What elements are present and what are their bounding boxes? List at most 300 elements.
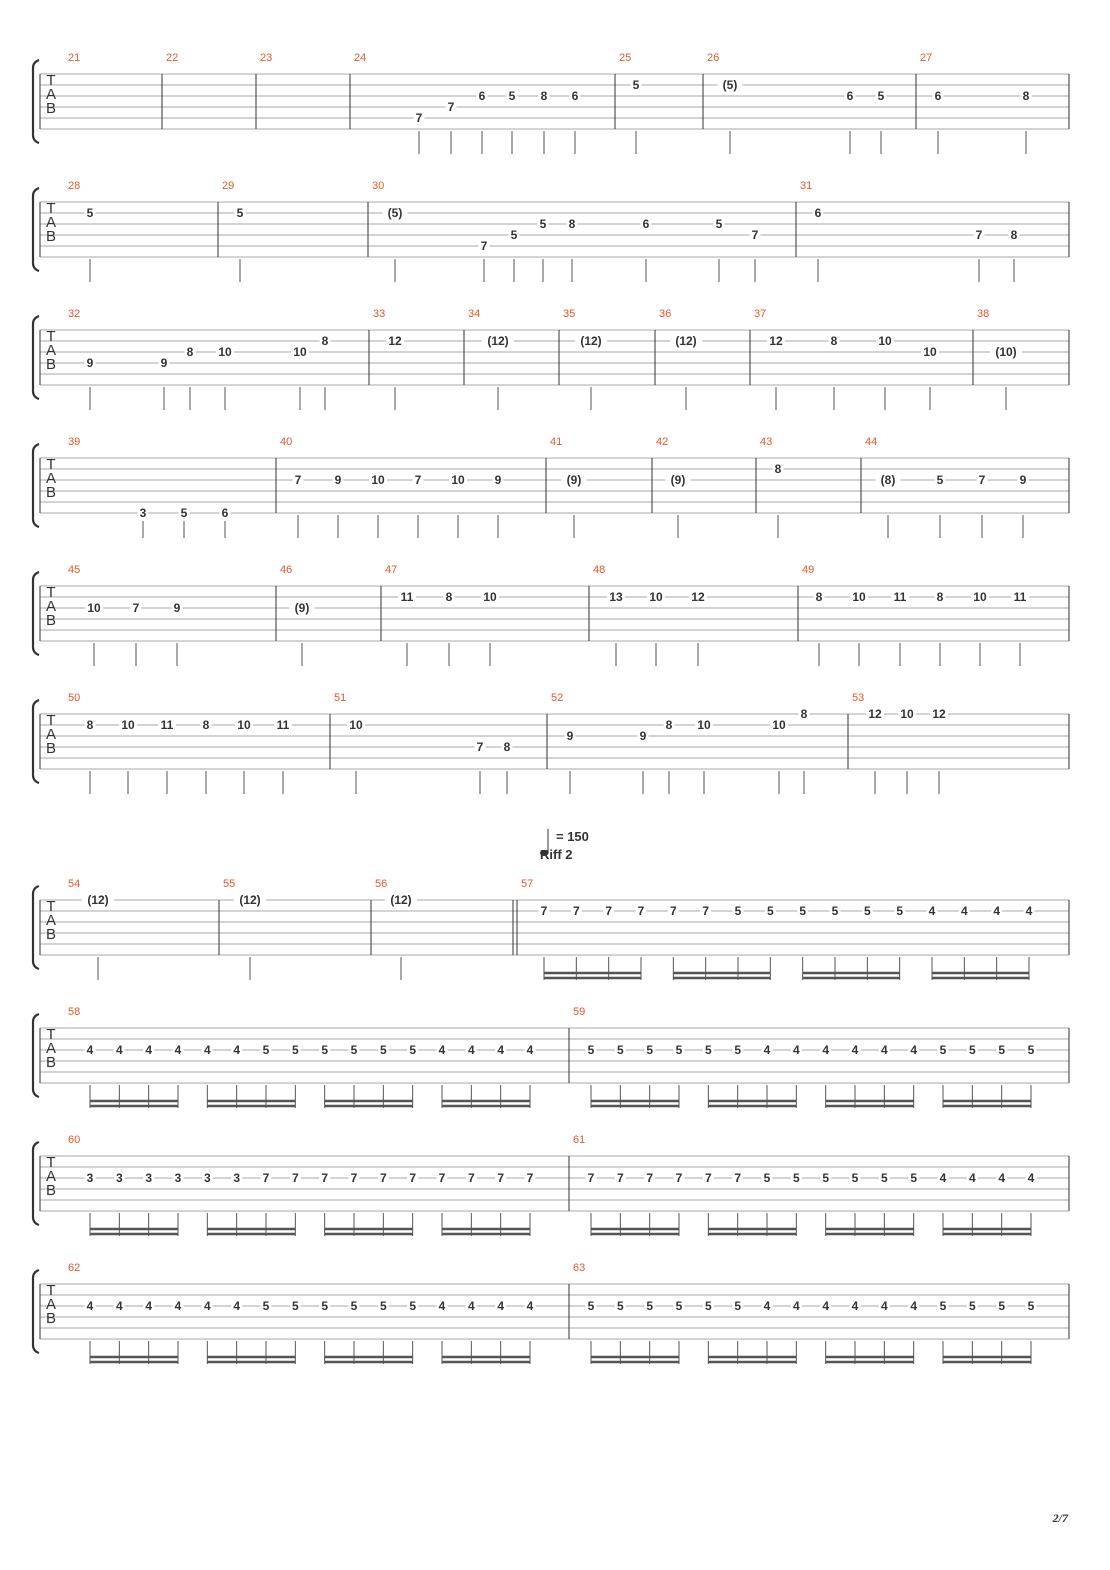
fret-note: 8	[86, 718, 94, 732]
fret-note: 4	[1027, 1171, 1035, 1185]
fret-note: 5	[1027, 1043, 1035, 1057]
fret-note: 7	[415, 111, 423, 125]
fret-note: 10	[451, 473, 465, 487]
measure-number: 38	[977, 308, 990, 320]
fret-note: 5	[616, 1299, 624, 1313]
fret-note: 5	[646, 1043, 654, 1057]
measure-number: 54	[68, 878, 81, 890]
fret-note: (12)	[487, 334, 509, 348]
fret-note: 5	[510, 228, 518, 242]
fret-note: (8)	[880, 473, 896, 487]
fret-note: 10	[878, 334, 892, 348]
fret-note: (10)	[995, 345, 1017, 359]
tab-clef-letter: T	[46, 584, 56, 601]
fret-note: 5	[321, 1299, 329, 1313]
fret-note: 5	[998, 1043, 1006, 1057]
fret-note: 6	[846, 89, 854, 103]
fret-note: 6	[478, 89, 486, 103]
measure-number: 41	[550, 436, 563, 448]
measure-number: 31	[800, 180, 813, 192]
fret-note: (9)	[670, 473, 686, 487]
fret-note: 12	[769, 334, 783, 348]
fret-note: 4	[939, 1171, 947, 1185]
measure-number: 23	[260, 52, 273, 64]
fret-note: 5	[262, 1043, 270, 1057]
fret-note: (12)	[580, 334, 602, 348]
fret-note: (5)	[722, 78, 738, 92]
fret-note: 9	[86, 356, 94, 370]
fret-note: 5	[409, 1299, 417, 1313]
tab-clef-letter: A	[45, 342, 57, 359]
fret-note: 3	[139, 506, 147, 520]
fret-note: 5	[704, 1043, 712, 1057]
fret-note: 4	[993, 904, 1001, 918]
fret-note: 9	[566, 729, 574, 743]
fret-note: 4	[880, 1043, 888, 1057]
fret-note: 10	[371, 473, 385, 487]
fret-note: 3	[115, 1171, 123, 1185]
fret-note: 5	[1027, 1299, 1035, 1313]
system-bracket	[33, 700, 39, 783]
fret-note: 5	[766, 904, 774, 918]
fret-note: 11	[400, 590, 414, 604]
fret-note: 3	[174, 1171, 182, 1185]
fret-note: 12	[868, 707, 882, 721]
fret-note: 10	[772, 718, 786, 732]
fret-note: 4	[1025, 904, 1033, 918]
fret-note: 4	[910, 1043, 918, 1057]
tab-clef-letter: A	[45, 1040, 57, 1057]
fret-note: 5	[180, 506, 188, 520]
measure-number: 45	[68, 564, 81, 576]
fret-note: 8	[936, 590, 944, 604]
fret-note: 4	[497, 1299, 505, 1313]
measure-number: 29	[222, 180, 235, 192]
measure-number: 37	[754, 308, 767, 320]
tab-clef-letter: T	[46, 1154, 56, 1171]
fret-note: 5	[704, 1299, 712, 1313]
fret-note: 8	[830, 334, 838, 348]
fret-note: 4	[822, 1043, 830, 1057]
tab-clef-letter: T	[46, 1026, 56, 1043]
fret-note: 5	[939, 1299, 947, 1313]
fret-note: 5	[379, 1299, 387, 1313]
fret-note: 5	[822, 1171, 830, 1185]
system-bracket	[33, 444, 39, 527]
fret-note: 7	[975, 228, 983, 242]
staff-system	[33, 1262, 1069, 1364]
fret-note: 7	[447, 100, 455, 114]
fret-note: 5	[880, 1171, 888, 1185]
tab-clef-letter: T	[46, 712, 56, 729]
fret-note: 10	[900, 707, 914, 721]
staff-system	[33, 308, 1069, 410]
fret-note: 10	[973, 590, 987, 604]
tab-clef-letter: T	[46, 72, 56, 89]
fret-note: 4	[792, 1043, 800, 1057]
tab-clef-letter: T	[46, 456, 56, 473]
system-bracket	[33, 1270, 39, 1353]
fret-note: 4	[998, 1171, 1006, 1185]
fret-note: 4	[822, 1299, 830, 1313]
measure-number: 61	[573, 1134, 586, 1146]
measure-number: 51	[334, 692, 347, 704]
staff-system	[33, 52, 1069, 154]
fret-note: 11	[160, 718, 174, 732]
fret-note: 7	[637, 904, 645, 918]
fret-note: 7	[978, 473, 986, 487]
fret-note: 12	[932, 707, 946, 721]
fret-note: 5	[863, 904, 871, 918]
fret-note: 5	[734, 1299, 742, 1313]
fret-note: 7	[379, 1171, 387, 1185]
fret-note: 7	[704, 1171, 712, 1185]
fret-note: 7	[294, 473, 302, 487]
fret-note: 5	[896, 904, 904, 918]
fret-note: 8	[321, 334, 329, 348]
system-bracket	[33, 572, 39, 655]
fret-note: 9	[494, 473, 502, 487]
fret-note: 8	[815, 590, 823, 604]
tab-clef-letter: A	[45, 912, 57, 929]
fret-note: 8	[1010, 228, 1018, 242]
measure-number: 53	[852, 692, 865, 704]
fret-note: 4	[928, 904, 936, 918]
fret-note: 7	[350, 1171, 358, 1185]
measure-number: 62	[68, 1262, 81, 1274]
staff-system	[33, 692, 1069, 794]
fret-note: (12)	[239, 893, 261, 907]
fret-note: 4	[145, 1043, 153, 1057]
fret-note: 10	[218, 345, 232, 359]
measure-number: 35	[563, 308, 576, 320]
tab-clef-letter: T	[46, 1282, 56, 1299]
fret-note: 4	[115, 1043, 123, 1057]
fret-note: 4	[203, 1043, 211, 1057]
fret-note: 9	[639, 729, 647, 743]
fret-note: 4	[233, 1299, 241, 1313]
tab-clef-letter: B	[45, 926, 57, 943]
fret-note: 8	[186, 345, 194, 359]
fret-note: 9	[173, 601, 181, 615]
fret-note: 12	[691, 590, 705, 604]
staff-system	[33, 564, 1069, 666]
fret-note: 7	[605, 904, 613, 918]
fret-note: 11	[276, 718, 290, 732]
measure-number: 34	[468, 308, 481, 320]
tab-clef-letter: B	[45, 228, 57, 245]
measure-number: 26	[707, 52, 720, 64]
tab-clef-letter: B	[45, 100, 57, 117]
fret-note: 5	[409, 1043, 417, 1057]
measure-number: 22	[166, 52, 179, 64]
fret-note: 7	[480, 239, 488, 253]
fret-note: 7	[702, 904, 710, 918]
measure-number: 47	[385, 564, 398, 576]
fret-note: 3	[86, 1171, 94, 1185]
tab-clef-letter: T	[46, 328, 56, 345]
fret-note: 5	[539, 217, 547, 231]
fret-note: 4	[438, 1299, 446, 1313]
measure-number: 50	[68, 692, 81, 704]
fret-note: 10	[87, 601, 101, 615]
fret-note: 4	[763, 1299, 771, 1313]
measure-number: 55	[223, 878, 236, 890]
fret-note: 4	[851, 1043, 859, 1057]
tab-clef-letter: B	[45, 740, 57, 757]
fret-note: 9	[1019, 473, 1027, 487]
fret-note: 5	[379, 1043, 387, 1057]
fret-note: 7	[438, 1171, 446, 1185]
fret-note: 5	[968, 1299, 976, 1313]
fret-note: 4	[115, 1299, 123, 1313]
fret-note: 7	[751, 228, 759, 242]
fret-note: 10	[483, 590, 497, 604]
tab-clef-letter: A	[45, 598, 57, 615]
measure-number: 36	[659, 308, 672, 320]
system-bracket	[33, 316, 39, 399]
fret-note: (12)	[675, 334, 697, 348]
measure-number: 21	[68, 52, 81, 64]
fret-note: 10	[237, 718, 251, 732]
staff-system	[33, 180, 1069, 282]
fret-note: 7	[734, 1171, 742, 1185]
fret-note: 5	[968, 1043, 976, 1057]
fret-note: 8	[1022, 89, 1030, 103]
tab-clef-letter: A	[45, 726, 57, 743]
tab-clef-letter: A	[45, 1168, 57, 1185]
fret-note: 5	[877, 89, 885, 103]
tab-clef-letter: B	[45, 356, 57, 373]
fret-note: 5	[646, 1299, 654, 1313]
fret-note: 13	[609, 590, 623, 604]
measure-number: 59	[573, 1006, 586, 1018]
fret-note: 5	[939, 1043, 947, 1057]
fret-note: 5	[508, 89, 516, 103]
tab-clef-letter: B	[45, 1182, 57, 1199]
fret-note: 8	[202, 718, 210, 732]
measure-number: 52	[551, 692, 564, 704]
fret-note: 5	[291, 1299, 299, 1313]
fret-note: 6	[642, 217, 650, 231]
fret-note: 8	[540, 89, 548, 103]
fret-note: 5	[587, 1299, 595, 1313]
fret-note: 10	[923, 345, 937, 359]
fret-note: 4	[910, 1299, 918, 1313]
system-bracket	[33, 1142, 39, 1225]
fret-note: 5	[799, 904, 807, 918]
fret-note: 8	[665, 718, 673, 732]
tab-clef-letter: T	[46, 898, 56, 915]
fret-note: 4	[526, 1043, 534, 1057]
measure-number: 27	[920, 52, 933, 64]
system-bracket	[33, 1014, 39, 1097]
tab-clef-letter: A	[45, 470, 57, 487]
fret-note: 10	[649, 590, 663, 604]
fret-note: 4	[145, 1299, 153, 1313]
fret-note: 5	[350, 1299, 358, 1313]
fret-note: 7	[669, 904, 677, 918]
measure-number: 63	[573, 1262, 586, 1274]
fret-note: 5	[587, 1043, 595, 1057]
fret-note: 7	[414, 473, 422, 487]
fret-note: 7	[616, 1171, 624, 1185]
fret-note: 11	[893, 590, 907, 604]
fret-note: 8	[774, 462, 782, 476]
tab-clef-letter: B	[45, 484, 57, 501]
fret-note: 5	[616, 1043, 624, 1057]
tempo-marking	[540, 829, 589, 862]
fret-note: 5	[910, 1171, 918, 1185]
fret-note: 5	[236, 206, 244, 220]
fret-note: 10	[697, 718, 711, 732]
fret-note: 5	[734, 1043, 742, 1057]
fret-note: 4	[174, 1043, 182, 1057]
measure-number: 40	[280, 436, 293, 448]
measure-number: 39	[68, 436, 81, 448]
system-bracket	[33, 60, 39, 143]
fret-note: 7	[132, 601, 140, 615]
measure-number: 58	[68, 1006, 81, 1018]
section-label: Riff 2	[540, 847, 573, 862]
fret-note: 4	[86, 1299, 94, 1313]
fret-note: 5	[291, 1043, 299, 1057]
tab-clef-letter: B	[45, 1310, 57, 1327]
measure-number: 44	[865, 436, 878, 448]
tempo-text: = 150	[556, 829, 589, 844]
fret-note: 4	[438, 1043, 446, 1057]
measure-number: 43	[760, 436, 773, 448]
staff-system	[33, 436, 1069, 538]
fret-note: (5)	[387, 206, 403, 220]
fret-note: 4	[497, 1043, 505, 1057]
fret-note: 7	[409, 1171, 417, 1185]
fret-note: 4	[792, 1299, 800, 1313]
fret-note: (12)	[87, 893, 109, 907]
fret-note: 10	[293, 345, 307, 359]
fret-note: 7	[321, 1171, 329, 1185]
measure-number: 49	[802, 564, 815, 576]
fret-note: 3	[233, 1171, 241, 1185]
fret-note: 7	[646, 1171, 654, 1185]
measure-number: 42	[656, 436, 669, 448]
fret-note: (9)	[566, 473, 582, 487]
measure-number: 48	[593, 564, 606, 576]
fret-note: 5	[675, 1299, 683, 1313]
fret-note: 10	[349, 718, 363, 732]
fret-note: 8	[568, 217, 576, 231]
tab-clef-letter: A	[45, 86, 57, 103]
fret-note: 5	[998, 1299, 1006, 1313]
measure-number: 28	[68, 180, 81, 192]
fret-note: 4	[174, 1299, 182, 1313]
fret-note: 5	[734, 904, 742, 918]
fret-note: 4	[851, 1299, 859, 1313]
fret-note: 7	[497, 1171, 505, 1185]
fret-note: 5	[936, 473, 944, 487]
system-bracket	[33, 886, 39, 969]
page-number: 2/7	[1052, 1511, 1068, 1525]
fret-note: 4	[960, 904, 968, 918]
fret-note: 4	[203, 1299, 211, 1313]
staff-system	[33, 1134, 1069, 1236]
fret-note: 6	[934, 89, 942, 103]
fret-note: 5	[851, 1171, 859, 1185]
measure-number: 25	[619, 52, 632, 64]
fret-note: 5	[86, 206, 94, 220]
fret-note: 5	[262, 1299, 270, 1313]
measure-number: 60	[68, 1134, 81, 1146]
fret-note: 4	[467, 1043, 475, 1057]
fret-note: 7	[476, 740, 484, 754]
fret-note: 11	[1013, 590, 1027, 604]
fret-note: 8	[445, 590, 453, 604]
fret-note: 6	[221, 506, 229, 520]
fret-note: 4	[880, 1299, 888, 1313]
fret-note: 3	[203, 1171, 211, 1185]
tab-clef-letter: A	[45, 1296, 57, 1313]
measure-number: 57	[521, 878, 534, 890]
fret-note: (9)	[294, 601, 310, 615]
fret-note: 5	[350, 1043, 358, 1057]
fret-note: 10	[852, 590, 866, 604]
fret-note: 4	[763, 1043, 771, 1057]
systems-layer	[33, 52, 1069, 1364]
fret-note: 8	[800, 707, 808, 721]
fret-note: 7	[540, 904, 548, 918]
fret-note: 7	[262, 1171, 270, 1185]
fret-note: 4	[86, 1043, 94, 1057]
fret-note: 8	[503, 740, 511, 754]
fret-note: 5	[715, 217, 723, 231]
tab-clef-letter: T	[46, 200, 56, 217]
fret-note: 6	[814, 206, 822, 220]
staff-system	[33, 878, 1069, 980]
fret-note: 4	[233, 1043, 241, 1057]
fret-note: 7	[675, 1171, 683, 1185]
tab-clef-letter: B	[45, 612, 57, 629]
fret-note: 12	[388, 334, 402, 348]
tab-clef-letter: B	[45, 1054, 57, 1071]
fret-note: 5	[321, 1043, 329, 1057]
fret-note: 7	[526, 1171, 534, 1185]
fret-note: 4	[968, 1171, 976, 1185]
measure-number: 32	[68, 308, 81, 320]
measure-number: 56	[375, 878, 388, 890]
measure-number: 33	[373, 308, 386, 320]
fret-note: 5	[632, 78, 640, 92]
fret-note: 10	[121, 718, 135, 732]
fret-note: 6	[571, 89, 579, 103]
measure-number: 24	[354, 52, 367, 64]
fret-note: 9	[334, 473, 342, 487]
staff-system	[33, 1006, 1069, 1108]
system-bracket	[33, 188, 39, 271]
fret-note: 5	[763, 1171, 771, 1185]
fret-note: 7	[587, 1171, 595, 1185]
fret-note: 7	[291, 1171, 299, 1185]
fret-note: 7	[467, 1171, 475, 1185]
tab-clef-letter: A	[45, 214, 57, 231]
measure-number: 30	[372, 180, 385, 192]
fret-note: (12)	[390, 893, 412, 907]
fret-note: 4	[526, 1299, 534, 1313]
fret-note: 9	[160, 356, 168, 370]
measure-number: 46	[280, 564, 293, 576]
fret-note: 3	[145, 1171, 153, 1185]
fret-note: 5	[792, 1171, 800, 1185]
fret-note: 5	[831, 904, 839, 918]
